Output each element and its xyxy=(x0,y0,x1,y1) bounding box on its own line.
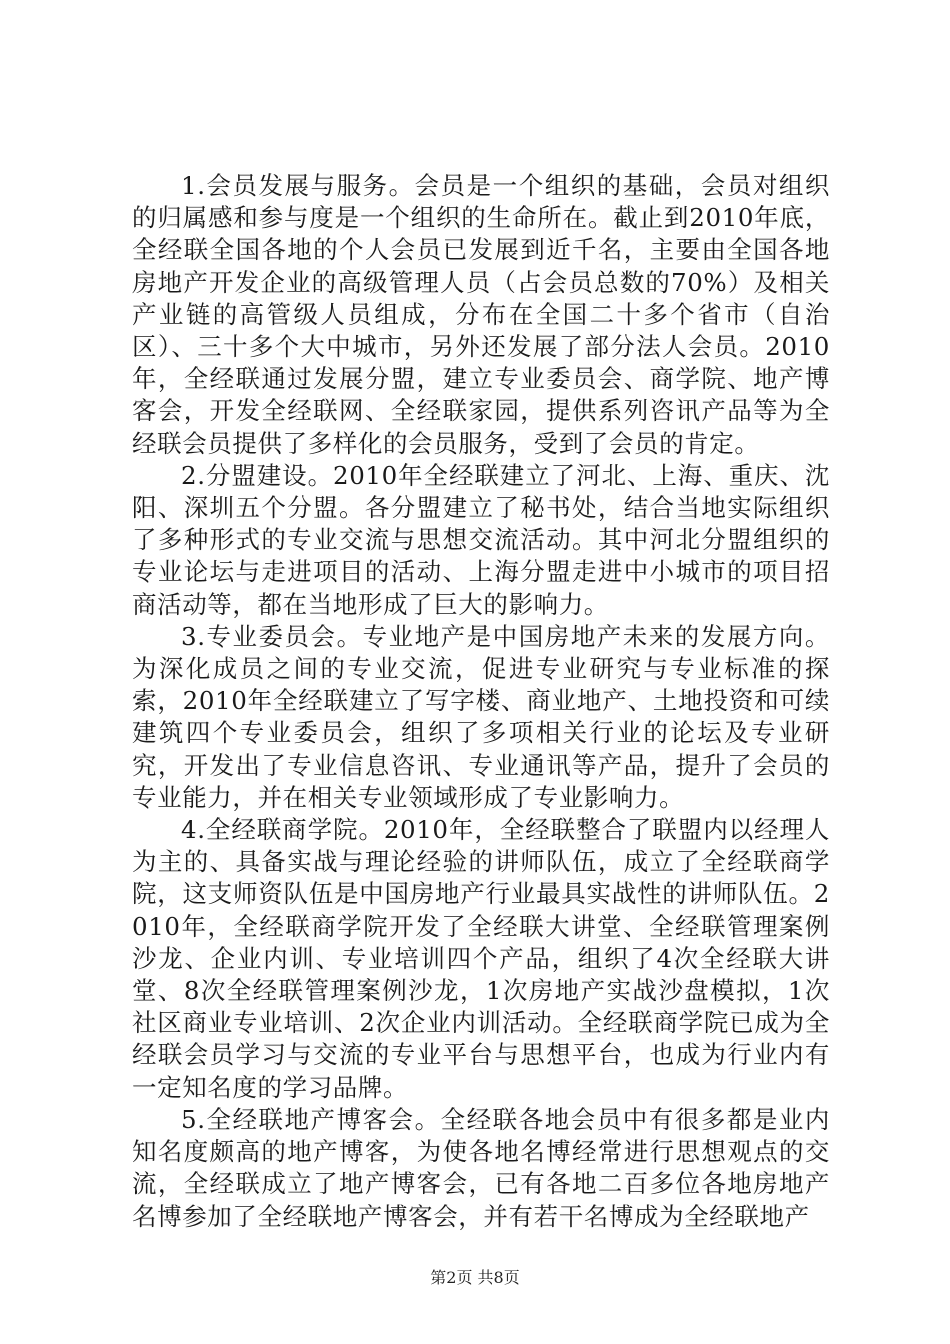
paragraph-blog-association: 5.全经联地产博客会。全经联各地会员中有很多都是业内知名度颇高的地产博客，为使各地名博经常进行思想观点的交流，全经联成立了地产博客会，已有各地二百多位各地房地产名博参加了全经联地产博客会，并有若干名博成为全经联地产 xyxy=(132,1104,830,1231)
paragraph-professional-committee: 3.专业委员会。专业地产是中国房地产未来的发展方向。为深化成员之间的专业交流，促进专业研究与专业标准的探索，2010年全经联建立了写字楼、商业地产、土地投资和可续建筑四个专业委员会，组织了多项相关行业的论坛及专业研究，开发出了专业信息咨讯、专业通讯等产品，提升了会员的专业能力，并在相关专业领域形成了专业影响力。 xyxy=(132,621,830,812)
document-body xyxy=(132,170,830,1233)
paragraph-branch-building: 2.分盟建设。2010年全经联建立了河北、上海、重庆、沈阳、深圳五个分盟。各分盟建立了秘书处，结合当地实际组织了多种形式的专业交流与思想交流活动。其中河北分盟组织的专业论坛与走进项目的活动、上海分盟走进中小城市的项目招商活动等，都在当地形成了巨大的影响力。 xyxy=(132,460,830,619)
paragraph-business-school: 4.全经联商学院。2010年，全经联整合了联盟内以经理人为主的、具备实战与理论经验的讲师队伍，成立了全经联商学院，这支师资队伍是中国房地产行业最具实战性的讲师队伍。2010年，全经联商学院开发了全经联大讲堂、全经联管理案例沙龙、企业内训、专业培训四个产品，组织了4次全经联大讲堂、8次全经联管理案例沙龙，1次房地产实战沙盘模拟，1次社区商业专业培训、2次企业内训活动。全经联商学院已成为全经联会员学习与交流的专业平台与思想平台，也成为行业内有一定知名度的学习品牌。 xyxy=(132,815,830,1102)
paragraph-member-development: 1.会员发展与服务。会员是一个组织的基础，会员对组织的归属感和参与度是一个组织的生命所在。截止到2010年底，全经联全国各地的个人会员已发展到近千名，主要由全国各地房地产开发企业的高级管理人员（占会员总数的70%）及相关产业链的高管级人员组成，分布在全国二十多个省市（自治区）、三十多个大中城市，另外还发展了部分法人会员。2010年，全经联通过发展分盟，建立专业委员会、商学院、地产博客会，开发全经联网、全经联家园，提供系列咨讯产品等为全经联会员提供了多样化的会员服务，受到了会员的肯定。 xyxy=(132,171,830,458)
page-number-footer: 第2页 共8页 xyxy=(430,1268,520,1287)
